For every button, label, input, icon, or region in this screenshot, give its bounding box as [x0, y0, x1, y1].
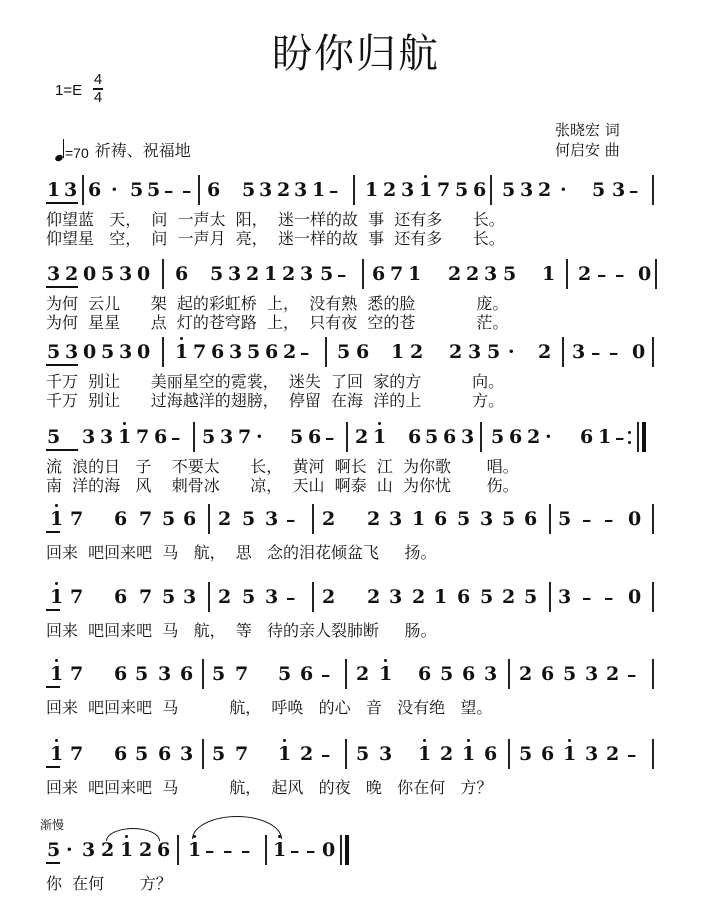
note: 1 [419, 179, 433, 201]
note: 0 [322, 839, 336, 861]
lyric-line: 仰望星 空， 问 一声月 亮， 迷一样的故 事 还有多 长。 [46, 229, 505, 248]
note: 1 [379, 663, 393, 685]
note: 0 [83, 263, 97, 285]
note: 3 [228, 263, 242, 285]
note: 6 [418, 663, 432, 685]
note: 1 [412, 508, 426, 530]
note: 5 [592, 179, 606, 201]
note: 5 [47, 839, 61, 861]
note: 5 [563, 663, 577, 685]
note: 2 [283, 341, 297, 363]
note: 6 [88, 179, 102, 201]
note: 0 [628, 508, 642, 530]
note: 1 [264, 263, 278, 285]
dash-note: ━ [287, 592, 295, 606]
note: 6 [175, 263, 189, 285]
note: 7 [139, 508, 153, 530]
dash-note: ━ [605, 592, 613, 606]
note: 5 [480, 586, 494, 608]
bar-line [508, 659, 510, 689]
bar-line [177, 835, 179, 865]
composer: 何启安 曲 [555, 141, 620, 159]
note: 7 [139, 586, 153, 608]
note: 3 [468, 341, 482, 363]
note: 1 [273, 839, 287, 861]
note: 5 [278, 663, 292, 685]
note: 6 [154, 426, 168, 448]
note: 2 [466, 263, 480, 285]
note: 1 [365, 179, 379, 201]
time-signature [93, 72, 103, 106]
note: · [66, 839, 73, 861]
note: 3 [461, 426, 475, 448]
note: 6 [114, 586, 128, 608]
note: 3 [65, 341, 79, 363]
bar-line [637, 422, 639, 452]
note: 6 [484, 743, 498, 765]
note: 5 [356, 743, 370, 765]
dash-note: ━ [598, 269, 606, 283]
note: 3 [294, 179, 308, 201]
beam-underline [46, 449, 78, 451]
note: 3 [300, 263, 314, 285]
dash-note: ━ [322, 749, 330, 763]
note: 6 [473, 179, 487, 201]
note: 2 [519, 663, 533, 685]
note: 2 [218, 586, 232, 608]
note: 5 [455, 179, 469, 201]
note: 6 [183, 508, 197, 530]
note: 1 [278, 743, 292, 765]
note: 5 [337, 341, 351, 363]
note: 2 [606, 743, 620, 765]
note: 7 [390, 263, 404, 285]
lyric-line: 为何 星星 点 灯的苍穹路 上， 只有夜 空的苍 茫。 [46, 313, 509, 332]
note: 5 [162, 586, 176, 608]
bar-line [362, 259, 364, 289]
lyric-line: 流 浪的日 子 不要太 长， 黄河 啊长 江 为你歌 唱。 [46, 457, 519, 476]
note: 6 [207, 179, 221, 201]
note: 5 [130, 179, 144, 201]
note: 1 [188, 839, 202, 861]
note: 6 [114, 508, 128, 530]
bar-line [312, 504, 314, 534]
note: 2 [440, 743, 454, 765]
bar-line [652, 175, 654, 205]
note: 3 [180, 743, 194, 765]
note: 6 [157, 839, 171, 861]
dash-note: ━ [616, 432, 624, 446]
note: 3 [558, 586, 572, 608]
note: 3 [64, 179, 78, 201]
dash-note: ━ [616, 269, 624, 283]
note: 1 [563, 743, 577, 765]
note: 6 [434, 508, 448, 530]
dash-note: ━ [322, 669, 330, 683]
bar-line [202, 739, 204, 769]
bar-line [265, 835, 267, 865]
note: · [545, 426, 552, 448]
note: 2 [578, 263, 592, 285]
note: 3 [389, 586, 403, 608]
note: 1 [542, 263, 556, 285]
note: 3 [572, 341, 586, 363]
note: · [111, 179, 118, 201]
note: 6 [265, 341, 279, 363]
note: 3 [82, 839, 96, 861]
note: 3 [265, 508, 279, 530]
dash-note: ━ [330, 185, 338, 199]
bar-line [193, 422, 195, 452]
note: 0 [137, 341, 151, 363]
note: 5 [290, 426, 304, 448]
bar-line [162, 337, 164, 367]
note: 3 [259, 179, 273, 201]
lyric-line: 你 在何 方？ [46, 874, 172, 893]
note: 5 [425, 426, 439, 448]
note: 5 [247, 341, 261, 363]
note: 2 [502, 586, 516, 608]
dash-note: ━ [287, 514, 295, 528]
note: 1 [462, 743, 476, 765]
note: 2 [412, 586, 426, 608]
note: 2 [449, 341, 463, 363]
bar-line [208, 582, 210, 612]
note: 3 [379, 743, 393, 765]
bar-line [549, 504, 551, 534]
note: 2 [277, 179, 291, 201]
note: 6 [443, 426, 457, 448]
note: 6 [580, 426, 594, 448]
note: 2 [448, 263, 462, 285]
bar-line [480, 422, 482, 452]
dash-note: ━ [206, 845, 214, 859]
note: 2 [383, 179, 397, 201]
note: 7 [437, 179, 451, 201]
bar-line [655, 259, 657, 289]
lyric-line: 千万 别让 过海越洋的翅膀， 停留 在海 洋的上 方。 [46, 391, 505, 410]
note: 1 [47, 179, 61, 201]
note: 5 [135, 743, 149, 765]
note: 2 [410, 341, 424, 363]
dash-note: ━ [592, 347, 600, 361]
dash-note: ━ [291, 845, 299, 859]
lyricist: 张晓宏 词 [555, 121, 620, 139]
bar-line [325, 337, 327, 367]
note: · [508, 341, 515, 363]
note: 6 [372, 263, 386, 285]
note: 7 [70, 586, 84, 608]
dash-note: ━ [583, 592, 591, 606]
beam-underline [46, 686, 60, 688]
note: 5 [212, 663, 226, 685]
note: 5 [524, 586, 538, 608]
note: 5 [210, 263, 224, 285]
dash-note: ━ [605, 514, 613, 528]
bar-line [162, 259, 164, 289]
bar-line [652, 337, 654, 367]
bar-line [353, 175, 355, 205]
note: 1 [408, 263, 422, 285]
note: 1 [312, 179, 326, 201]
note: 6 [308, 426, 322, 448]
note: 3 [585, 663, 599, 685]
note: 2 [356, 663, 370, 685]
bar-line [345, 739, 347, 769]
note: 3 [520, 179, 534, 201]
lyric-line: 回来 吧回来吧 马 航， 思 念的泪花倾盆飞 扬。 [46, 543, 437, 562]
beam-underline [46, 202, 78, 204]
note: 7 [235, 663, 249, 685]
note: 5 [101, 341, 115, 363]
note: 5 [440, 663, 454, 685]
credits [555, 120, 620, 160]
dash-note: ━ [307, 845, 315, 859]
bar-line [566, 259, 568, 289]
note: 1 [391, 341, 405, 363]
bar-line [490, 175, 492, 205]
note: 5 [212, 743, 226, 765]
note: 1 [50, 508, 64, 530]
note: 6 [211, 341, 225, 363]
note: 0 [83, 341, 97, 363]
dash-note: ━ [628, 749, 636, 763]
key-signature: 1=E [55, 82, 83, 99]
quarter-note-icon [55, 139, 64, 161]
note: 1 [50, 663, 64, 685]
beam-underline [46, 531, 60, 533]
note: 5 [519, 743, 533, 765]
repeat-dot [628, 441, 631, 444]
dash-note: ━ [242, 845, 250, 859]
dash-note: ━ [224, 845, 232, 859]
expression-text: 祈祷、祝福地 [94, 143, 191, 160]
bar-line [508, 739, 510, 769]
slur [106, 828, 160, 841]
note: 3 [82, 426, 96, 448]
time-signature-bottom: 4 [93, 89, 103, 106]
bar-line [82, 175, 84, 205]
note: 2 [367, 586, 381, 608]
dash-note: ━ [628, 669, 636, 683]
bar-line [198, 175, 200, 205]
note: 6 [300, 663, 314, 685]
repeat-end-bar [642, 422, 646, 452]
note: 2 [218, 508, 232, 530]
dash-note: ━ [172, 432, 180, 446]
dash-note: ━ [338, 269, 346, 283]
bar-line [312, 582, 314, 612]
note: 5 [503, 263, 517, 285]
note: 1 [175, 341, 189, 363]
lyric-line: 回来 吧回来吧 马 航， 起风 的夜 晚 你在何 方？ [46, 778, 493, 797]
note: 7 [70, 663, 84, 685]
bar-line [345, 659, 347, 689]
note: · [560, 179, 567, 201]
beam-underline [46, 364, 78, 366]
note: 7 [238, 426, 252, 448]
dash-note: ━ [165, 185, 173, 199]
bar-line [202, 659, 204, 689]
ritardando-mark: 渐慢 [40, 818, 65, 832]
bar-line [652, 659, 654, 689]
note: 5 [502, 508, 516, 530]
note: 2 [300, 743, 314, 765]
note: 5 [47, 426, 61, 448]
note: 5 [502, 179, 516, 201]
note: 1 [120, 839, 134, 861]
note: 3 [265, 586, 279, 608]
note: 6 [462, 663, 476, 685]
note: 7 [235, 743, 249, 765]
note: 0 [632, 341, 646, 363]
note: 2 [246, 263, 260, 285]
note: 5 [491, 426, 505, 448]
note: 5 [242, 586, 256, 608]
note: 2 [355, 426, 369, 448]
note: 0 [638, 263, 652, 285]
page-title: 盼你归航 [272, 31, 440, 77]
note: 6 [541, 743, 555, 765]
note: 5 [135, 663, 149, 685]
note: 1 [50, 743, 64, 765]
note: 5 [457, 508, 471, 530]
beam-underline [46, 286, 78, 288]
note: 1 [434, 586, 448, 608]
note: 7 [193, 341, 207, 363]
note: 3 [484, 663, 498, 685]
beam-underline [46, 862, 60, 864]
bar-line [549, 582, 551, 612]
note: 6 [457, 586, 471, 608]
note: 5 [242, 179, 256, 201]
note: 2 [538, 179, 552, 201]
lyric-line: 南 洋的海 风 刺骨冰 凉， 天山 啊泰 山 为你忧 伤。 [46, 476, 519, 495]
note: 3 [119, 341, 133, 363]
dash-note: ━ [610, 347, 618, 361]
note: 6 [408, 426, 422, 448]
note: 2 [606, 663, 620, 685]
note: 2 [322, 586, 336, 608]
note: 2 [101, 839, 115, 861]
note: 1 [373, 426, 387, 448]
note: 6 [524, 508, 538, 530]
dash-note: ━ [326, 432, 334, 446]
note: 3 [47, 263, 61, 285]
note: 6 [158, 743, 172, 765]
note: 5 [558, 508, 572, 530]
note: 2 [538, 341, 552, 363]
dash-note: ━ [583, 514, 591, 528]
note: 7 [70, 743, 84, 765]
note: 7 [136, 426, 150, 448]
dash-note: ━ [630, 185, 638, 199]
note: 0 [137, 263, 151, 285]
note: 1 [50, 586, 64, 608]
note: 3 [389, 508, 403, 530]
note: 1 [598, 426, 612, 448]
time-signature-top: 4 [93, 71, 103, 88]
note: · [256, 426, 263, 448]
note: 2 [139, 839, 153, 861]
lyric-line: 仰望蓝 天， 问 一声太 阳， 迷一样的故 事 还有多 长。 [46, 210, 505, 229]
note: 6 [114, 743, 128, 765]
note: 5 [101, 263, 115, 285]
note: 6 [114, 663, 128, 685]
note: 3 [220, 426, 234, 448]
note: 3 [480, 508, 494, 530]
lyric-line: 为何 云儿 架 起的彩虹桥 上， 没有熟 悉的脸 庞。 [46, 294, 509, 313]
note: 2 [282, 263, 296, 285]
bar-line [562, 337, 564, 367]
note: 3 [100, 426, 114, 448]
note: 6 [356, 341, 370, 363]
bar-line [346, 422, 348, 452]
final-bar [345, 835, 349, 865]
bar-line [340, 835, 342, 865]
lyric-line: 千万 别让 美丽星空的霓裳， 迷失 了回 家的方 向。 [46, 372, 505, 391]
note: 5 [162, 508, 176, 530]
note: 0 [628, 586, 642, 608]
tempo-value: =70 [65, 145, 89, 161]
note: 3 [158, 663, 172, 685]
lyric-line: 回来 吧回来吧 马 航， 呼唤 的心 音 没有绝 望。 [46, 698, 493, 717]
note: 6 [180, 663, 194, 685]
note: 1 [418, 743, 432, 765]
note: 1 [118, 426, 132, 448]
bar-line [208, 504, 210, 534]
note: 2 [367, 508, 381, 530]
bar-line [652, 504, 654, 534]
note: 3 [484, 263, 498, 285]
note: 7 [70, 508, 84, 530]
lyric-line: 回来 吧回来吧 马 航， 等 待的亲人裂肺断 肠。 [46, 621, 437, 640]
note: 5 [242, 508, 256, 530]
note: 6 [509, 426, 523, 448]
dash-note: ━ [183, 185, 191, 199]
note: 5 [47, 341, 61, 363]
note: 6 [541, 663, 555, 685]
note: 3 [612, 179, 626, 201]
note: 3 [183, 586, 197, 608]
repeat-dot [628, 431, 631, 434]
note: 5 [147, 179, 161, 201]
bar-line [652, 739, 654, 769]
note: 5 [487, 341, 501, 363]
note: 3 [119, 263, 133, 285]
note: 3 [229, 341, 243, 363]
note: 5 [320, 263, 334, 285]
note: 3 [401, 179, 415, 201]
tempo-marking [55, 138, 191, 161]
dash-note: ━ [301, 347, 309, 361]
bar-line [652, 582, 654, 612]
note: 2 [527, 426, 541, 448]
note: 2 [322, 508, 336, 530]
note: 5 [202, 426, 216, 448]
note: 2 [65, 263, 79, 285]
beam-underline [46, 766, 60, 768]
tie [192, 816, 282, 839]
note: 3 [585, 743, 599, 765]
beam-underline [46, 609, 60, 611]
